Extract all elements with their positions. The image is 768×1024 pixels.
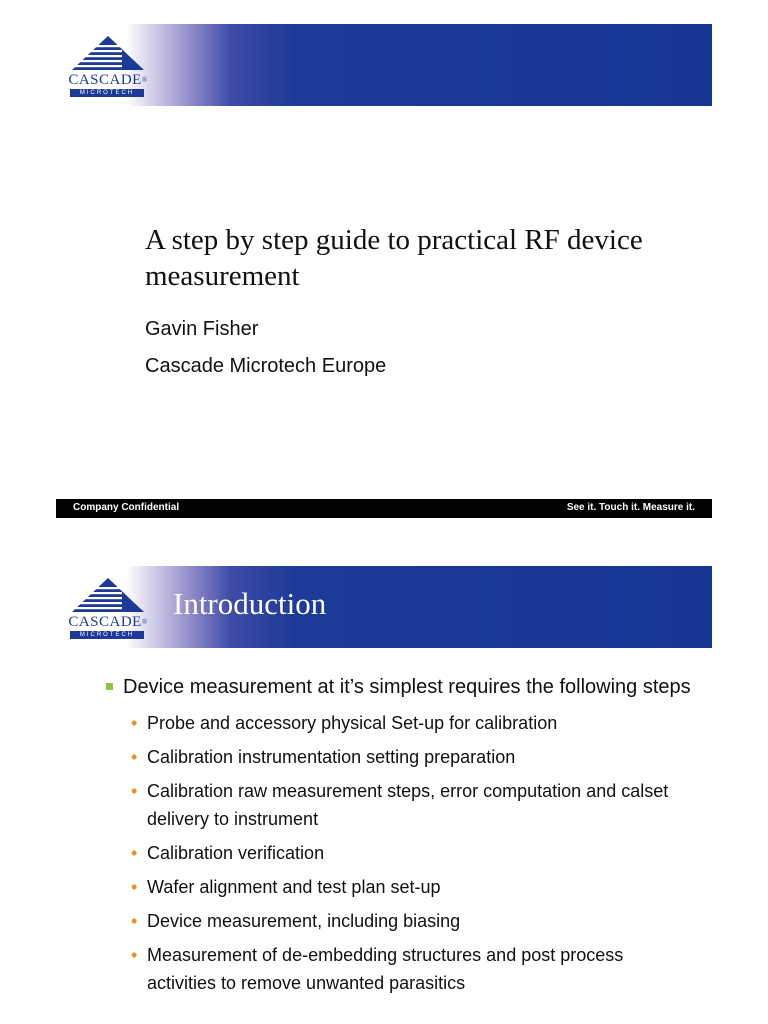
footer-tagline: See it. Touch it. Measure it.: [566, 502, 695, 513]
list-item: • Calibration instrumentation setting preparation: [147, 743, 692, 771]
dot-bullet-icon: •: [131, 877, 138, 897]
registered-mark: ®: [141, 76, 148, 84]
dot-bullet-icon: •: [131, 945, 138, 965]
organization-name: Cascade Microtech Europe: [145, 355, 387, 377]
main-bullet-text: Device measurement at it’s simplest requires the following steps: [123, 676, 691, 698]
logo-wordmark: CASCADE: [68, 72, 142, 88]
presentation-title: A step by step guide to practical RF device measurement: [145, 224, 643, 292]
dot-bullet-icon: •: [131, 747, 138, 767]
pyramid-logo-icon: [66, 34, 150, 74]
sub-bullet-list: [56, 709, 712, 997]
pyramid-logo-icon: [66, 576, 150, 616]
list-item: • Probe and accessory physical Set-up for calibration: [147, 709, 692, 737]
dot-bullet-icon: •: [131, 713, 138, 733]
main-bullet: [109, 672, 699, 703]
slide-introduction: [56, 566, 712, 1024]
footer-bar: [56, 499, 712, 518]
header-banner: [56, 24, 712, 106]
author-name: Gavin Fisher: [145, 318, 259, 340]
list-item: • Device measurement, including biasing: [147, 907, 692, 935]
footer-confidential: Company Confidential: [73, 502, 180, 513]
dot-bullet-icon: •: [131, 911, 138, 931]
list-item: • Calibration raw measurement steps, error computation and calset delivery to instrument: [147, 777, 692, 833]
list-item: • Wafer alignment and test plan set-up: [147, 873, 692, 901]
slide-heading: Introduction: [173, 586, 327, 621]
logo-subtitle: MICROTECH: [70, 631, 144, 639]
header-banner: [56, 566, 712, 648]
dot-bullet-icon: •: [131, 781, 138, 801]
bullet-list: [56, 672, 712, 1003]
dot-bullet-icon: •: [131, 843, 138, 863]
cascade-logo: [66, 34, 150, 98]
cascade-logo: [66, 576, 150, 640]
slide-title: [56, 24, 712, 518]
list-item: • Measurement of de-embedding structures and post process activities to remove unwanted parasitics: [147, 941, 692, 997]
registered-mark: ®: [141, 618, 148, 626]
logo-wordmark: CASCADE: [68, 614, 142, 630]
list-item: • Calibration verification: [147, 839, 692, 867]
square-bullet-icon: [106, 683, 113, 690]
logo-subtitle: MICROTECH: [70, 89, 144, 97]
